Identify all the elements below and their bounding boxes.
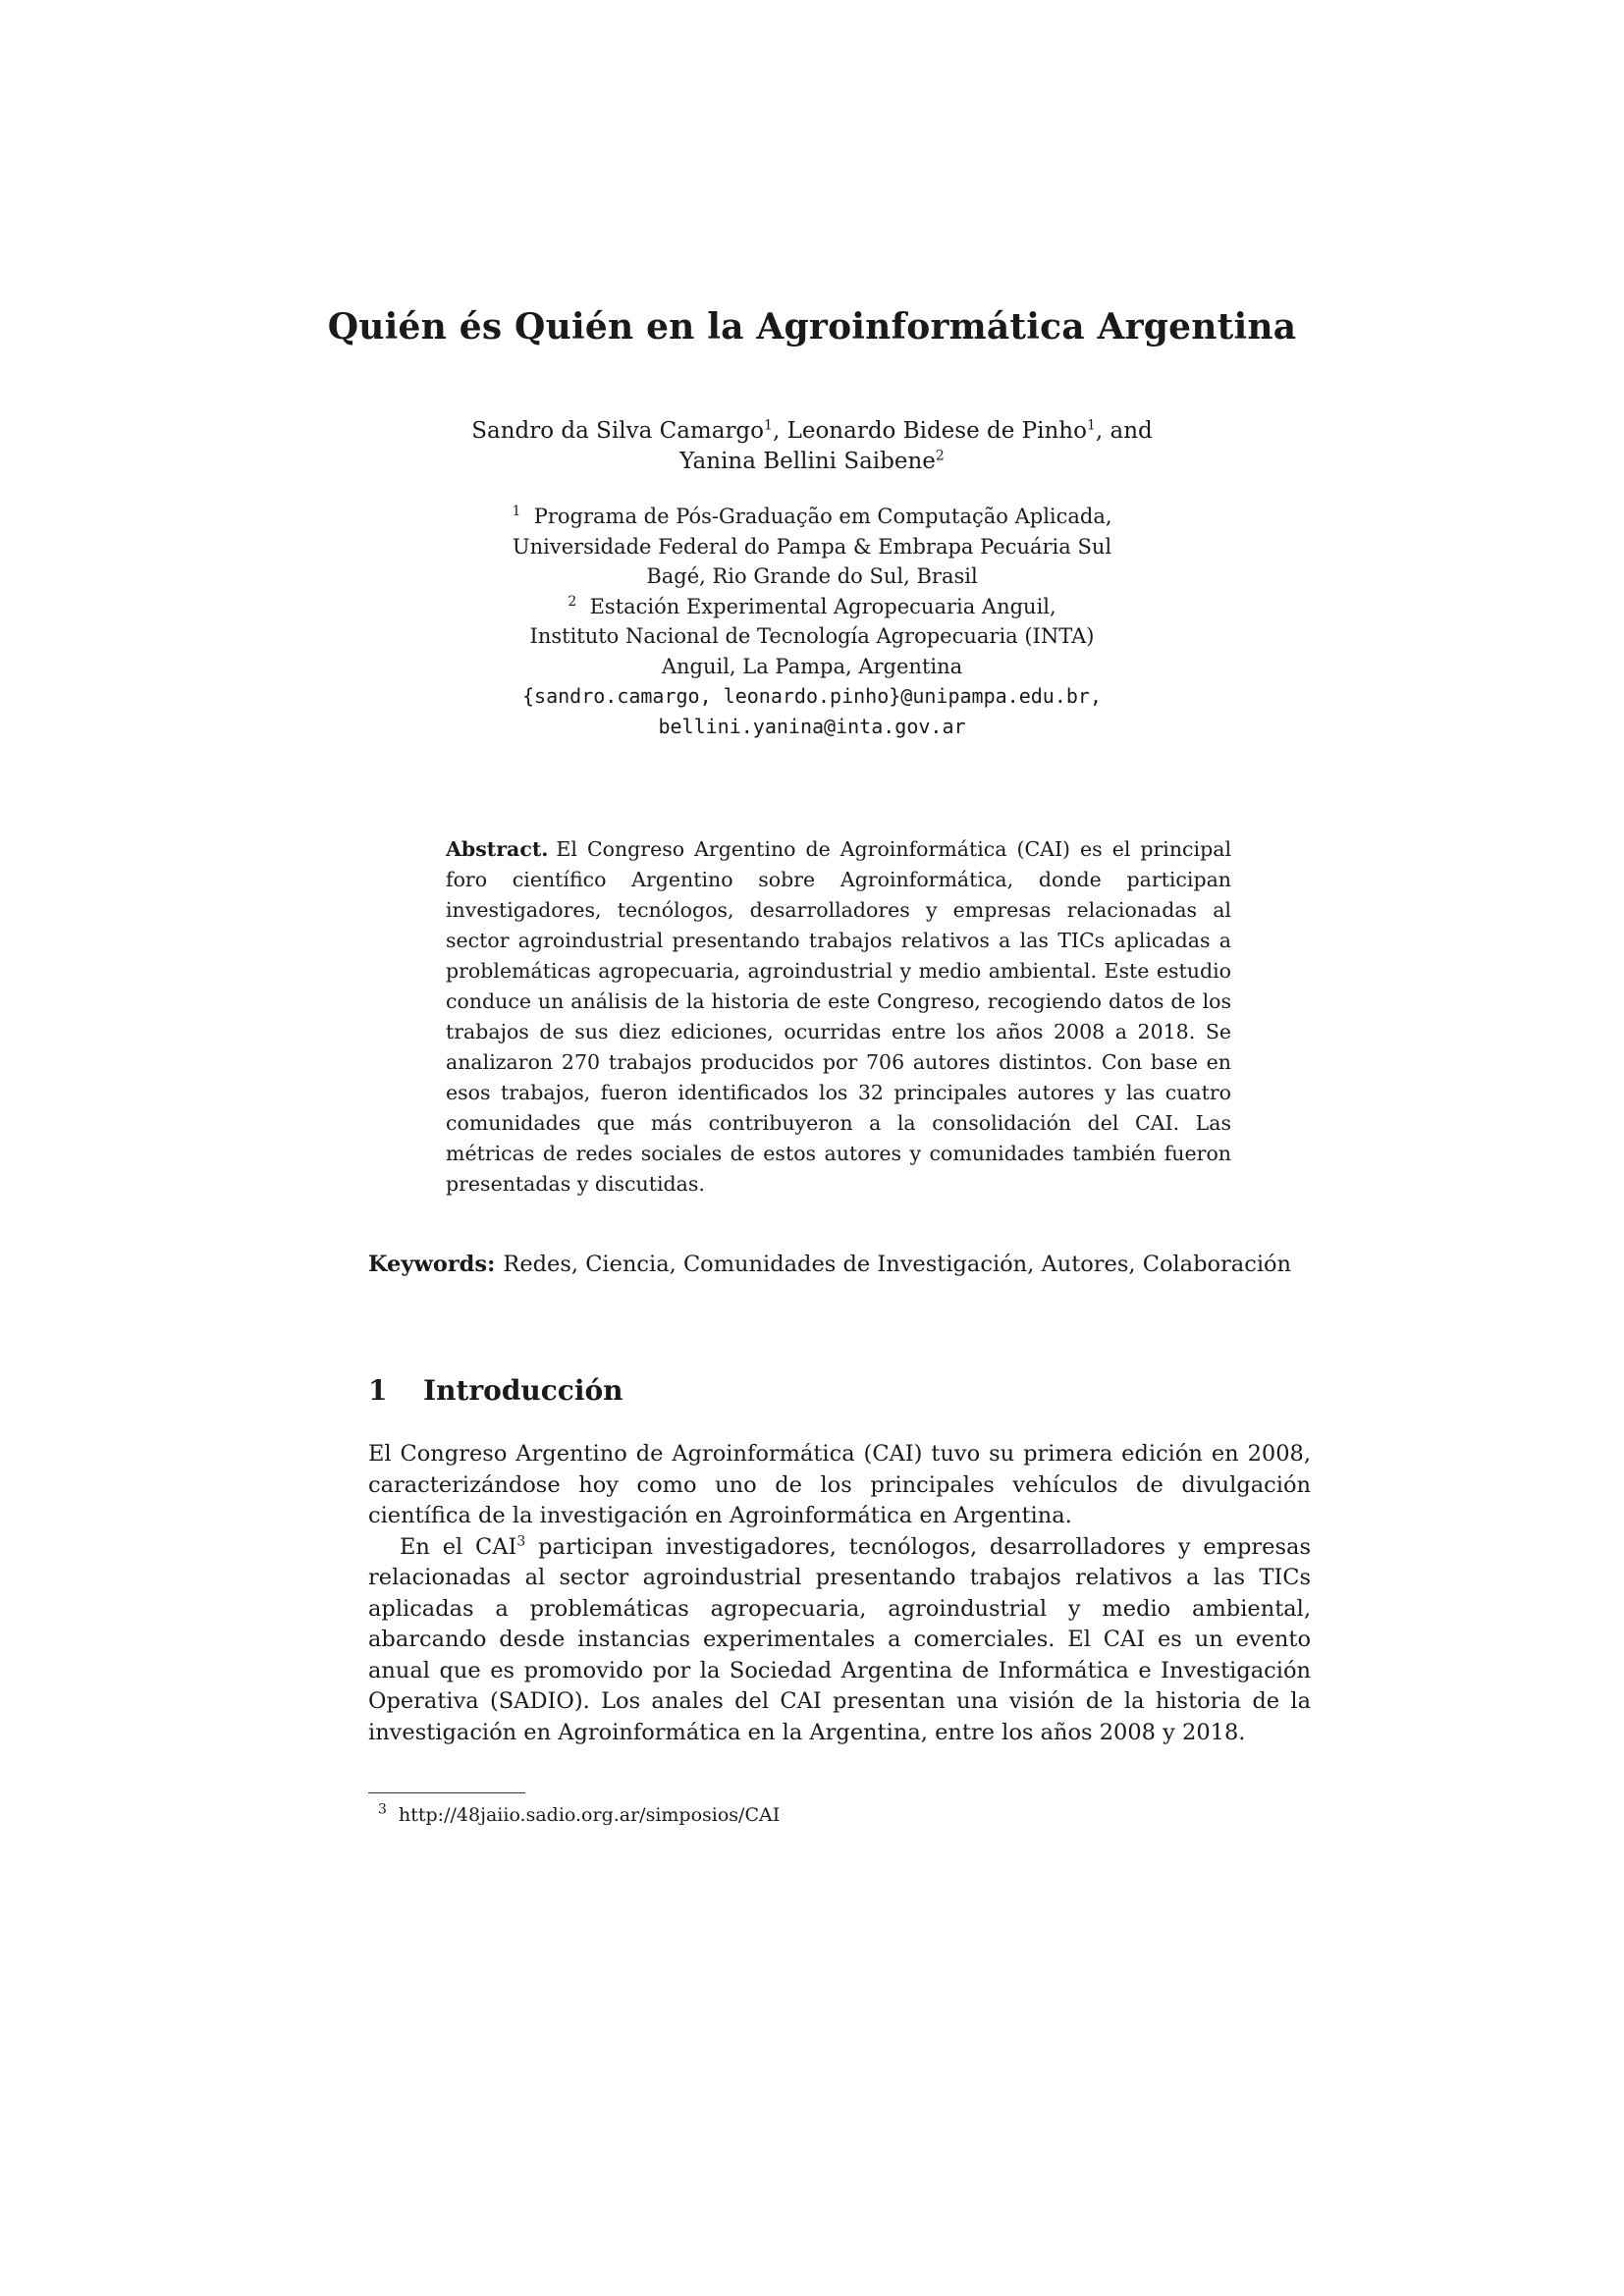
affiliation-line: Instituto Nacional de Tecnología Agropecuaria (INTA) [529, 624, 1095, 648]
body-paragraph: El Congreso Argentino de Agroinformática (CAI) tuvo su primera edición en 2008, caracterizándose hoy como uno de los principales vehículos de divulgación científica de la investigación en Agroinformática en Argentina. [368, 1441, 1311, 1528]
keywords-label: Keywords: [368, 1252, 496, 1277]
author-name: Sandro da Silva Camargo [471, 418, 765, 444]
section-title: Introducción [423, 1374, 623, 1407]
keywords-text: Redes, Ciencia, Comunidades de Investigación, Autores, Colaboración [503, 1252, 1292, 1277]
email-line: {sandro.camargo, leonardo.pinho}@unipampa.edu.br, [521, 684, 1102, 708]
affiliation-mark: 1 [512, 504, 521, 519]
affiliation-line: Estación Experimental Agropecuaria Anguil, [589, 594, 1056, 618]
author-name: Yanina Bellini Saibene [679, 449, 936, 474]
affiliation-line: Bagé, Rio Grande do Sul, Brasil [646, 564, 978, 588]
footnote-mark: 3 [378, 1801, 387, 1818]
footnote-rule [368, 1792, 525, 1793]
author-conjunction: and [1110, 418, 1153, 444]
email-line: bellini.yanina@inta.gov.ar [658, 714, 966, 738]
author-affiliation-mark: 2 [935, 448, 945, 464]
author-affiliation-mark: 1 [1086, 417, 1096, 434]
paragraph-text: participan investigadores, tecnólogos, desarrolladores y empresas relacionadas al sector agroindustrial presentando trabajos relativos a las TICs aplicadas a problemáticas agropecuaria, agroindustrial y medio ambiental, abarcando desde instancias experimentales a comerciales. El CAI es un evento anual que es promovido por la Sociedad Argentina de Informática e Investigación Operativa (SADIO). Los anales del CAI presentan una visión de la historia de la investigación en Agroinformática en la Argentina, entre los años 2008 y 2018. [368, 1533, 1311, 1745]
keywords [368, 1249, 1311, 1281]
affiliation-mark: 2 [568, 593, 577, 610]
abstract-label: Abstract. [446, 837, 549, 861]
affiliations [0, 502, 1624, 741]
body-paragraph [368, 1532, 1311, 1749]
paragraph-text: En el CAI [400, 1533, 517, 1560]
abstract [446, 834, 1231, 1200]
section-heading [368, 1374, 623, 1407]
paper-title: Quién és Quién en la Agroinformática Argentina [327, 306, 1297, 347]
footnote [378, 1802, 780, 1828]
affiliation-line: Programa de Pós-Graduação em Computação Aplicada, [533, 505, 1112, 528]
footnote-text: http://48jaiio.sadio.org.ar/simposios/CAI [399, 1804, 781, 1826]
footnote-mark: 3 [516, 1533, 526, 1549]
author-affiliation-mark: 1 [764, 417, 773, 434]
section-number: 1 [368, 1374, 388, 1407]
abstract-text: El Congreso Argentino de Agroinformática (CAI) es el principal foro científico Argentino sobre Agroinformática, donde participan investigadores, tecnólogos, desarrolladores y empresas relacionadas al sector agroindustrial presentando trabajos relativos a las TICs aplicadas a problemáticas agropecuaria, agroindustrial y medio ambiental. Este estudio conduce un análisis de la historia de este Congreso, recogiendo datos de los trabajos de sus diez ediciones, ocurridas entre los años 2008 a 2018. Se analizaron 270 trabajos producidos por 706 autores distintos. Con base en esos trabajos, fueron identificados los 32 principales autores y las cuatro comunidades que más contribuyeron a la consolidación del CAI. Las métricas de redes sociales de estos autores y comunidades también fueron presentadas y discutidas. [446, 837, 1231, 1196]
author-list: Sandro da Silva Camargo$^1$, Leonardo Bidese de Pinho$^1$, and Yanina Bellini Saibene$^2$ [471, 417, 1153, 474]
affiliation-line: Anguil, La Pampa, Argentina [661, 654, 963, 678]
author-name: Leonardo Bidese de Pinho [786, 418, 1087, 444]
affiliation-line: Universidade Federal do Pampa & Embrapa Pecuária Sul [512, 534, 1112, 559]
section-body [368, 1439, 1311, 1748]
